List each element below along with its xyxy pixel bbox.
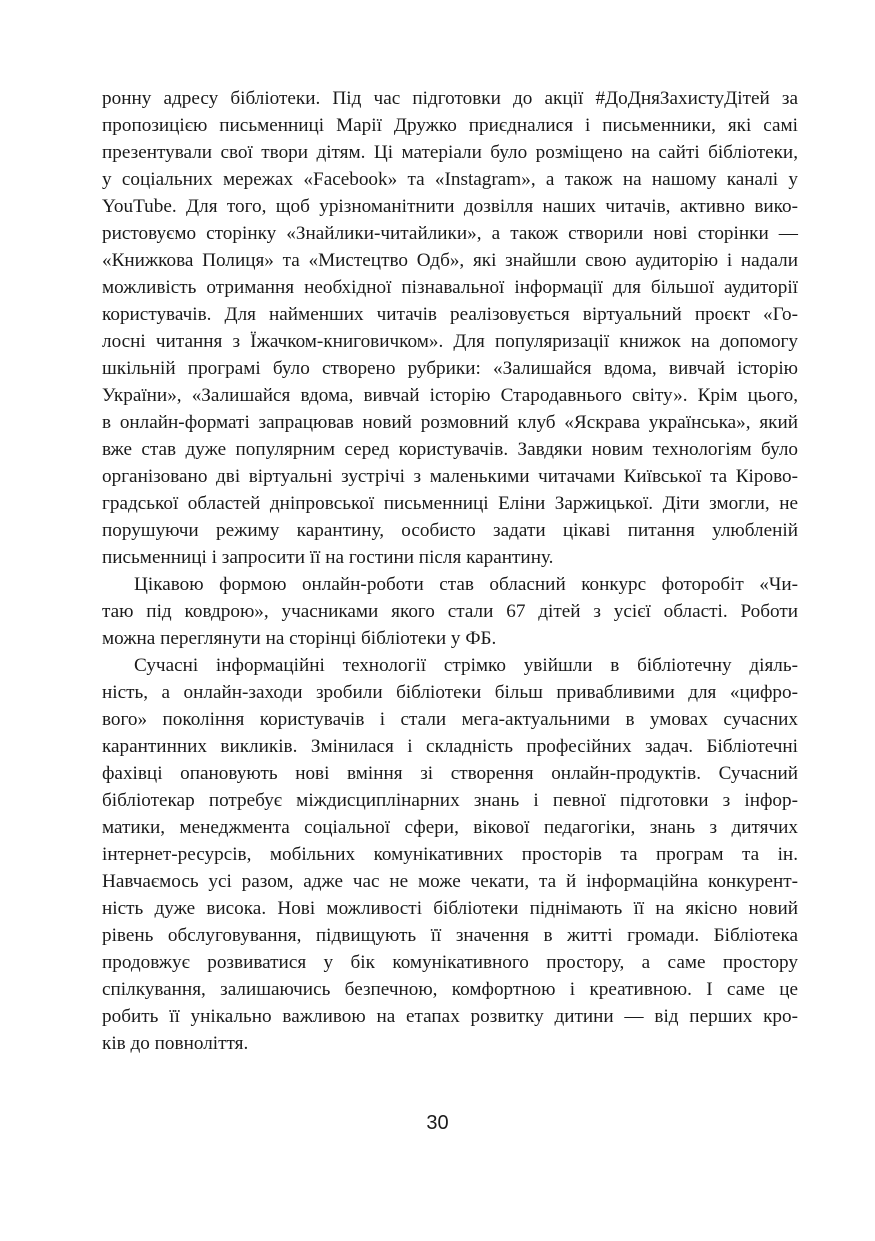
text-line: можна переглянути на сторінці бібліотеки у ФБ.: [102, 628, 497, 649]
text-line: ронну адресу бібліотеки. Під час підготовки до акції #ДоДняЗахистуДітей за: [102, 88, 798, 109]
paragraph: [102, 571, 798, 652]
text-line: інтернет-ресурсів, мобільних комунікативних просторів та програм та ін.: [102, 844, 798, 865]
text-line: таю під ковдрою», учасниками якого стали 67 дітей з усієї області. Роботи: [102, 601, 798, 622]
text-line: карантинних викликів. Змінилася і складність професійних задач. Бібліотечні: [102, 736, 798, 757]
text-line: організовано дві віртуальні зустрічі з маленькими читачами Київської та Кірово-: [102, 466, 798, 487]
text-line: спілкування, залишаючись безпечною, комфортною і креативною. І саме це: [102, 979, 798, 1000]
text-line: порушуючи режиму карантину, особисто задати цікаві питання улюбленій: [102, 520, 798, 541]
text-line: ристовуємо сторінку «Знайлики-читайлики», а також створили нові сторінки —: [102, 223, 798, 244]
text-line: вого» покоління користувачів і стали мега-актуальними в умовах сучасних: [102, 709, 798, 730]
text-line: у соціальних мережах «Facebook» та «Instagram», а також на нашому каналі у: [102, 169, 798, 190]
text-line: вже став дуже популярним серед користувачів. Завдяки новим технологіям було: [102, 439, 798, 460]
text-line: фахівці опановують нові вміння зі створення онлайн-продуктів. Сучасний: [102, 763, 798, 784]
text-line: YouTube. Для того, щоб урізноманітнити дозвілля наших читачів, активно вико-: [102, 196, 798, 217]
text-line: «Книжкова Полиця» та «Мистецтво Одб», які знайшли свою аудиторію і надали: [102, 250, 798, 271]
page-number: 30: [426, 1112, 449, 1134]
text-line: градської областей дніпровської письменниці Еліни Заржицької. Діти змогли, не: [102, 493, 798, 514]
text-line: можливість отримання необхідної пізнавальної інформації для більшої аудиторії: [102, 277, 798, 298]
paragraph: [102, 652, 798, 1057]
text-line: бібліотекар потребує міждисциплінарних знань і певної підготовки з інфор-: [102, 790, 798, 811]
text-line: Сучасні інформаційні технології стрімко увійшли в бібліотечну діяль-: [134, 655, 798, 676]
text-line: користувачів. Для найменших читачів реалізовується віртуальний проєкт «Го-: [102, 304, 798, 325]
text-line: України», «Залишайся вдома, вивчай історію Стародавнього світу». Крім цього,: [102, 385, 798, 406]
paragraph: [102, 85, 798, 571]
text-line: Навчаємось усі разом, адже час не може чекати, та й інформаційна конкурент-: [102, 871, 798, 892]
text-line: ність, а онлайн-заходи зробили бібліотеки більш привабливими для «цифро-: [102, 682, 798, 703]
text-line: продовжує розвиватися у бік комунікативного простору, а саме простору: [102, 952, 798, 973]
text-line: робить її унікально важливою на етапах розвитку дитини — від перших кро-: [102, 1006, 798, 1027]
text-line: матики, менеджмента соціальної сфери, вікової педагогіки, знань з дитячих: [102, 817, 798, 838]
text-line: Цікавою формою онлайн-роботи став обласний конкурс фоторобіт «Чи-: [134, 574, 798, 595]
document-body: [102, 85, 798, 1057]
text-line: лосні читання з Їжачком-книговичком». Для популяризації книжок на допомогу: [102, 331, 798, 352]
text-line: пропозицією письменниці Марії Дружко приєдналися і письменники, які самі: [102, 115, 798, 136]
text-line: письменниці і запросити її на гостини після карантину.: [102, 547, 554, 568]
text-line: шкільній програмі було створено рубрики: «Залишайся вдома, вивчай історію: [102, 358, 798, 379]
text-line: ність дуже висока. Нові можливості бібліотеки піднімають її на якісно новий: [102, 898, 798, 919]
text-line: ків до повноліття.: [102, 1033, 249, 1054]
text-line: презентували свої твори дітям. Ці матеріали було розміщено на сайті бібліотеки,: [102, 142, 798, 163]
text-line: рівень обслуговування, підвищують її значення в житті громади. Бібліотека: [102, 925, 798, 946]
text-line: в онлайн-форматі запрацював новий розмовний клуб «Яскрава українська», який: [102, 412, 798, 433]
